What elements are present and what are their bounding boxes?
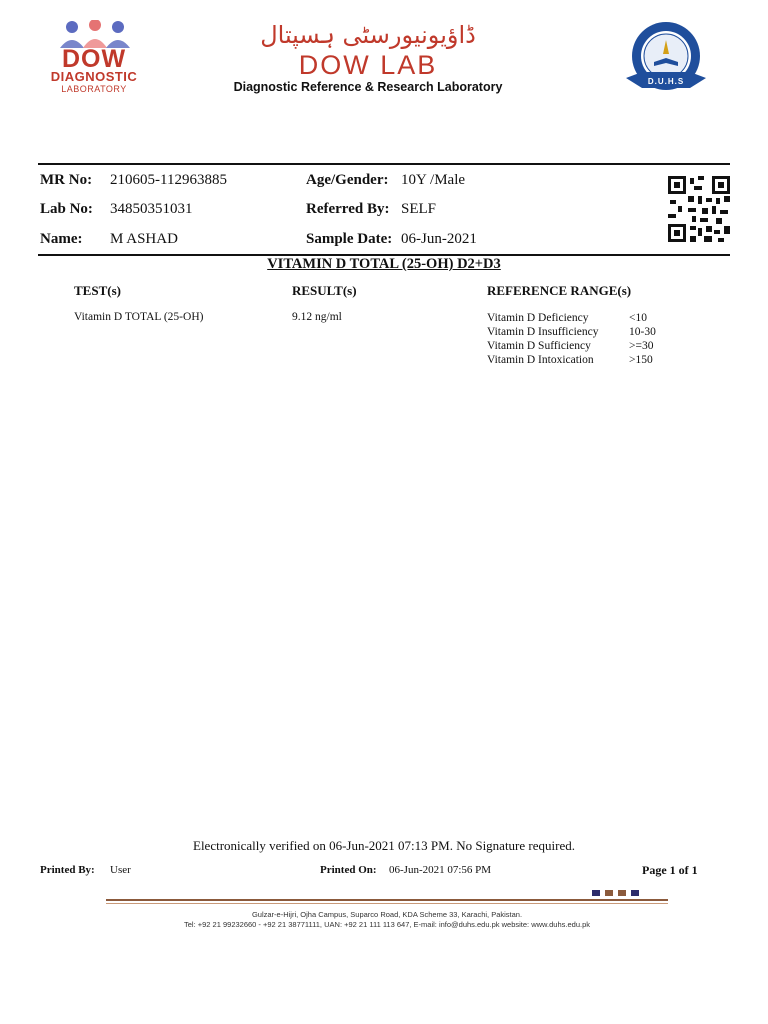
printed-on-value: 06-Jun-2021 07:56 PM bbox=[389, 864, 492, 876]
verification-note: Electronically verified on 06-Jun-2021 07:13 PM. No Signature required. bbox=[193, 838, 575, 853]
main-title: DOW LAB bbox=[298, 50, 438, 80]
sample-date-label: Sample Date: bbox=[306, 231, 393, 247]
contact-line: Tel: +92 21 99232660 - +92 21 38771111, UAN: +92 21 111 113 647, E-mail: info@duhs.edu.pk website: www.duhs.edu.pk bbox=[183, 920, 590, 929]
range-value: 10-30 bbox=[629, 326, 656, 338]
decor-square bbox=[592, 890, 600, 896]
logo-dow-text: DOW bbox=[61, 45, 127, 73]
test-result: 9.12 ng/ml bbox=[292, 311, 342, 323]
logo-laboratory-text: LABORATORY bbox=[61, 84, 127, 94]
duhs-seal bbox=[620, 18, 712, 98]
printed-by-label: Printed By: bbox=[40, 864, 95, 876]
report-title: VITAMIN D TOTAL (25-OH) D2+D3 bbox=[267, 256, 501, 272]
qr-code-icon bbox=[668, 176, 730, 242]
referred-label: Referred By: bbox=[306, 201, 390, 217]
lab-label: Lab No: bbox=[40, 201, 93, 217]
lab-value: 34850351031 bbox=[110, 201, 193, 217]
seal-abbr-text: D.U.H.S bbox=[647, 77, 685, 86]
range-row bbox=[487, 311, 687, 325]
sample-date-value: 06-Jun-2021 bbox=[401, 231, 477, 247]
decor-square bbox=[618, 890, 626, 896]
urdu-title: ڈاؤیونیورسٹی ہسپتال bbox=[260, 21, 476, 49]
decor-square bbox=[631, 890, 639, 896]
logo-diagnostic-text: DIAGNOSTIC bbox=[50, 69, 138, 84]
column-header-range: REFERENCE RANGE(s) bbox=[487, 283, 632, 298]
range-row bbox=[487, 325, 687, 339]
people-logo-icon bbox=[52, 20, 138, 48]
dow-diagnostic-logo bbox=[44, 20, 144, 98]
decor-square bbox=[605, 890, 613, 896]
printed-on-label: Printed On: bbox=[320, 864, 377, 876]
range-row bbox=[487, 339, 687, 353]
range-value: <10 bbox=[629, 312, 647, 324]
range-label: Vitamin D Insufficiency bbox=[487, 326, 599, 338]
referred-value: SELF bbox=[401, 201, 437, 217]
range-label: Vitamin D Intoxication bbox=[487, 354, 594, 366]
reference-ranges bbox=[487, 311, 687, 367]
range-label: Vitamin D Sufficiency bbox=[487, 340, 591, 352]
range-value: >=30 bbox=[629, 340, 654, 352]
column-header-test: TEST(s) bbox=[74, 283, 121, 298]
column-header-result: RESULT(s) bbox=[292, 283, 357, 298]
printed-by-value: User bbox=[110, 864, 131, 876]
name-label: Name: bbox=[40, 231, 83, 247]
age-label: Age/Gender: bbox=[306, 172, 389, 188]
mr-value: 210605-112963885 bbox=[110, 172, 227, 188]
address-line: Gulzar-e-Hijri, Ojha Campus, Suparco Road, KDA Scheme 33, Karachi, Pakistan. bbox=[251, 910, 523, 919]
top-rule bbox=[38, 163, 730, 165]
range-value: >150 bbox=[629, 354, 653, 366]
duhs-seal-icon bbox=[620, 18, 712, 98]
footer-rule bbox=[106, 899, 668, 901]
name-value: M ASHAD bbox=[110, 231, 178, 247]
footer-rule-thin bbox=[106, 903, 668, 904]
page-number: Page 1 of 1 bbox=[642, 863, 698, 877]
age-value: 10Y /Male bbox=[401, 172, 466, 188]
test-name: Vitamin D TOTAL (25-OH) bbox=[74, 311, 204, 323]
range-label: Vitamin D Deficiency bbox=[487, 312, 589, 324]
subtitle: Diagnostic Reference & Research Laboratory bbox=[233, 80, 503, 94]
mr-label: MR No: bbox=[40, 172, 93, 188]
range-row bbox=[487, 353, 687, 367]
